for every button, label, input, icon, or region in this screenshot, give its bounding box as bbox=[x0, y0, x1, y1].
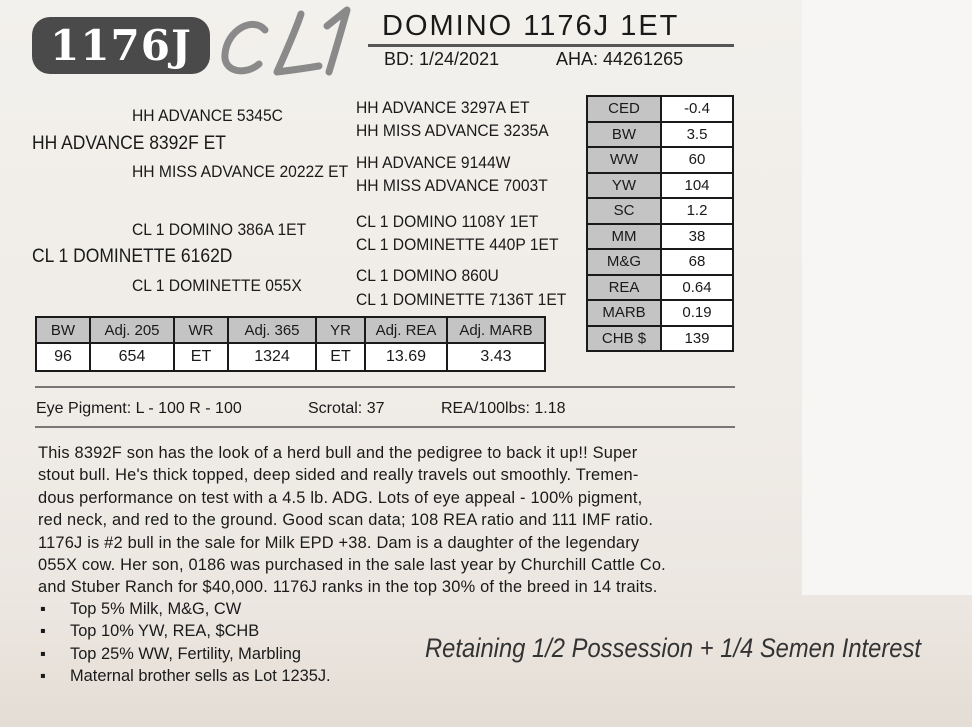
perf-value-cell: 654 bbox=[90, 343, 174, 371]
epd-row bbox=[587, 96, 733, 122]
epd-row bbox=[587, 300, 733, 326]
epd-value: 0.64 bbox=[661, 275, 733, 301]
perf-value-cell: ET bbox=[316, 343, 365, 371]
epd-value: 60 bbox=[661, 147, 733, 173]
perf-header-cell: YR bbox=[316, 317, 365, 343]
perf-value-cell: 3.43 bbox=[447, 343, 545, 371]
animal-name: DOMINO 1176J 1ET bbox=[382, 10, 680, 42]
perf-value-cell: 96 bbox=[36, 343, 90, 371]
bullet-icon: ▪ bbox=[40, 622, 46, 641]
performance-header-row bbox=[36, 317, 545, 343]
pedigree-dam-dam-sire: CL 1 DOMINO 860U bbox=[356, 266, 499, 285]
perf-value-cell: 13.69 bbox=[365, 343, 447, 371]
background-panel bbox=[802, 0, 972, 595]
registration-number: AHA: 44261265 bbox=[556, 49, 684, 69]
list-item bbox=[40, 620, 331, 642]
epd-value: 3.5 bbox=[661, 122, 733, 148]
pedigree-dam-dam: CL 1 DOMINETTE 055X bbox=[132, 276, 302, 295]
section-divider bbox=[35, 386, 735, 388]
highlights-list bbox=[40, 598, 331, 688]
pedigree-sire-dam-dam: HH MISS ADVANCE 7003T bbox=[356, 176, 548, 195]
epd-label: MM bbox=[587, 224, 661, 250]
description-line: 1176J is #2 bull in the sale for Milk EPD +38. Dam is a daughter of the legendary bbox=[38, 533, 640, 552]
epd-row bbox=[587, 198, 733, 224]
perf-value-cell: 1324 bbox=[228, 343, 316, 371]
pedigree-sire-dam: HH MISS ADVANCE 2022Z ET bbox=[132, 162, 349, 181]
epd-label: CHB $ bbox=[587, 326, 661, 352]
list-item bbox=[40, 643, 331, 665]
description-line: This 8392F son has the look of a herd bull and the pedigree to back it up!! Super bbox=[38, 444, 638, 462]
epd-value: 68 bbox=[661, 249, 733, 275]
epd-value: 1.2 bbox=[661, 198, 733, 224]
epd-value: -0.4 bbox=[661, 96, 733, 122]
epd-value: 0.19 bbox=[661, 300, 733, 326]
bullet-icon: ▪ bbox=[40, 600, 46, 618]
epd-value: 139 bbox=[661, 326, 733, 352]
epd-label: BW bbox=[587, 122, 661, 148]
epd-table bbox=[586, 95, 734, 352]
pedigree-dam-sire-sire: CL 1 DOMINO 1108Y 1ET bbox=[356, 212, 539, 231]
pedigree-sire-sire: HH ADVANCE 5345C bbox=[132, 106, 283, 125]
list-item bbox=[40, 598, 331, 620]
perf-header-cell: WR bbox=[174, 317, 228, 343]
epd-row bbox=[587, 147, 733, 173]
performance-table bbox=[35, 316, 546, 372]
list-item bbox=[40, 665, 331, 687]
description bbox=[38, 442, 738, 599]
epd-row bbox=[587, 249, 733, 275]
pedigree-sire-sire-dam: HH MISS ADVANCE 3235A bbox=[356, 121, 549, 140]
epd-label: M&G bbox=[587, 249, 661, 275]
pedigree-dam-sire-dam: CL 1 DOMINETTE 440P 1ET bbox=[356, 235, 559, 254]
perf-header-cell: Adj. REA bbox=[365, 317, 447, 343]
epd-row bbox=[587, 326, 733, 352]
list-item-text: Top 25% WW, Fertility, Marbling bbox=[70, 644, 302, 663]
epd-label: CED bbox=[587, 96, 661, 122]
performance-value-row bbox=[36, 343, 545, 371]
title-divider bbox=[368, 44, 734, 47]
epd-value: 104 bbox=[661, 173, 733, 199]
pedigree-dam-sire: CL 1 DOMINO 386A 1ET bbox=[132, 220, 307, 239]
epd-label: YW bbox=[587, 173, 661, 199]
pedigree-sire: HH ADVANCE 8392F ET bbox=[32, 133, 226, 154]
description-line: dous performance on test with a 4.5 lb. ADG. Lots of eye appeal - 100% pigment, bbox=[38, 488, 643, 507]
section-divider bbox=[35, 426, 735, 428]
description-line: stout bull. He's thick topped, deep sided and really travels out smoothly. Tremen- bbox=[38, 466, 639, 485]
list-item-text: Top 10% YW, REA, $CHB bbox=[70, 622, 260, 641]
perf-value-cell: ET bbox=[174, 343, 228, 371]
pedigree-dam: CL 1 DOMINETTE 6162D bbox=[32, 246, 233, 267]
epd-label: MARB bbox=[587, 300, 661, 326]
description-line: and Stuber Ranch for $40,000. 1176J ranks in the top 30% of the breed in 14 traits. bbox=[38, 578, 658, 597]
description-line: 055X cow. Her son, 0186 was purchased in the sale last year by Churchill Cattle Co. bbox=[38, 556, 666, 575]
retain-interest-note: Retaining 1/2 Possession + 1/4 Semen Interest bbox=[425, 633, 921, 663]
list-item-text: Top 5% Milk, M&G, CW bbox=[70, 600, 242, 618]
bullet-icon: ▪ bbox=[40, 644, 46, 663]
rea-per-100lbs: REA/100lbs: 1.18 bbox=[441, 400, 566, 417]
epd-row bbox=[587, 224, 733, 250]
pedigree-sire-sire-sire: HH ADVANCE 3297A ET bbox=[356, 98, 530, 117]
lot-number-badge: 1176J bbox=[32, 17, 210, 74]
cl1-logo bbox=[215, 2, 365, 80]
perf-header-cell: BW bbox=[36, 317, 90, 343]
epd-row bbox=[587, 122, 733, 148]
perf-header-cell: Adj. 365 bbox=[228, 317, 316, 343]
description-line: red neck, and red to the ground. Good scan data; 108 REA ratio and 111 IMF ratio. bbox=[38, 511, 654, 530]
epd-row bbox=[587, 173, 733, 199]
list-item-text: Maternal brother sells as Lot 1235J. bbox=[70, 667, 331, 686]
epd-label: SC bbox=[587, 198, 661, 224]
epd-value: 38 bbox=[661, 224, 733, 250]
bullet-icon: ▪ bbox=[40, 667, 46, 686]
pedigree-dam-dam-dam: CL 1 DOMINETTE 7136T 1ET bbox=[356, 290, 567, 309]
pedigree-sire-dam-sire: HH ADVANCE 9144W bbox=[356, 153, 511, 172]
perf-header-cell: Adj. MARB bbox=[447, 317, 545, 343]
epd-row bbox=[587, 275, 733, 301]
epd-label: REA bbox=[587, 275, 661, 301]
epd-label: WW bbox=[587, 147, 661, 173]
birth-date: BD: 1/24/2021 bbox=[384, 49, 500, 69]
perf-header-cell: Adj. 205 bbox=[90, 317, 174, 343]
eye-pigment: Eye Pigment: L - 100 R - 100 bbox=[36, 400, 242, 417]
scrotal-measure: Scrotal: 37 bbox=[308, 400, 385, 417]
